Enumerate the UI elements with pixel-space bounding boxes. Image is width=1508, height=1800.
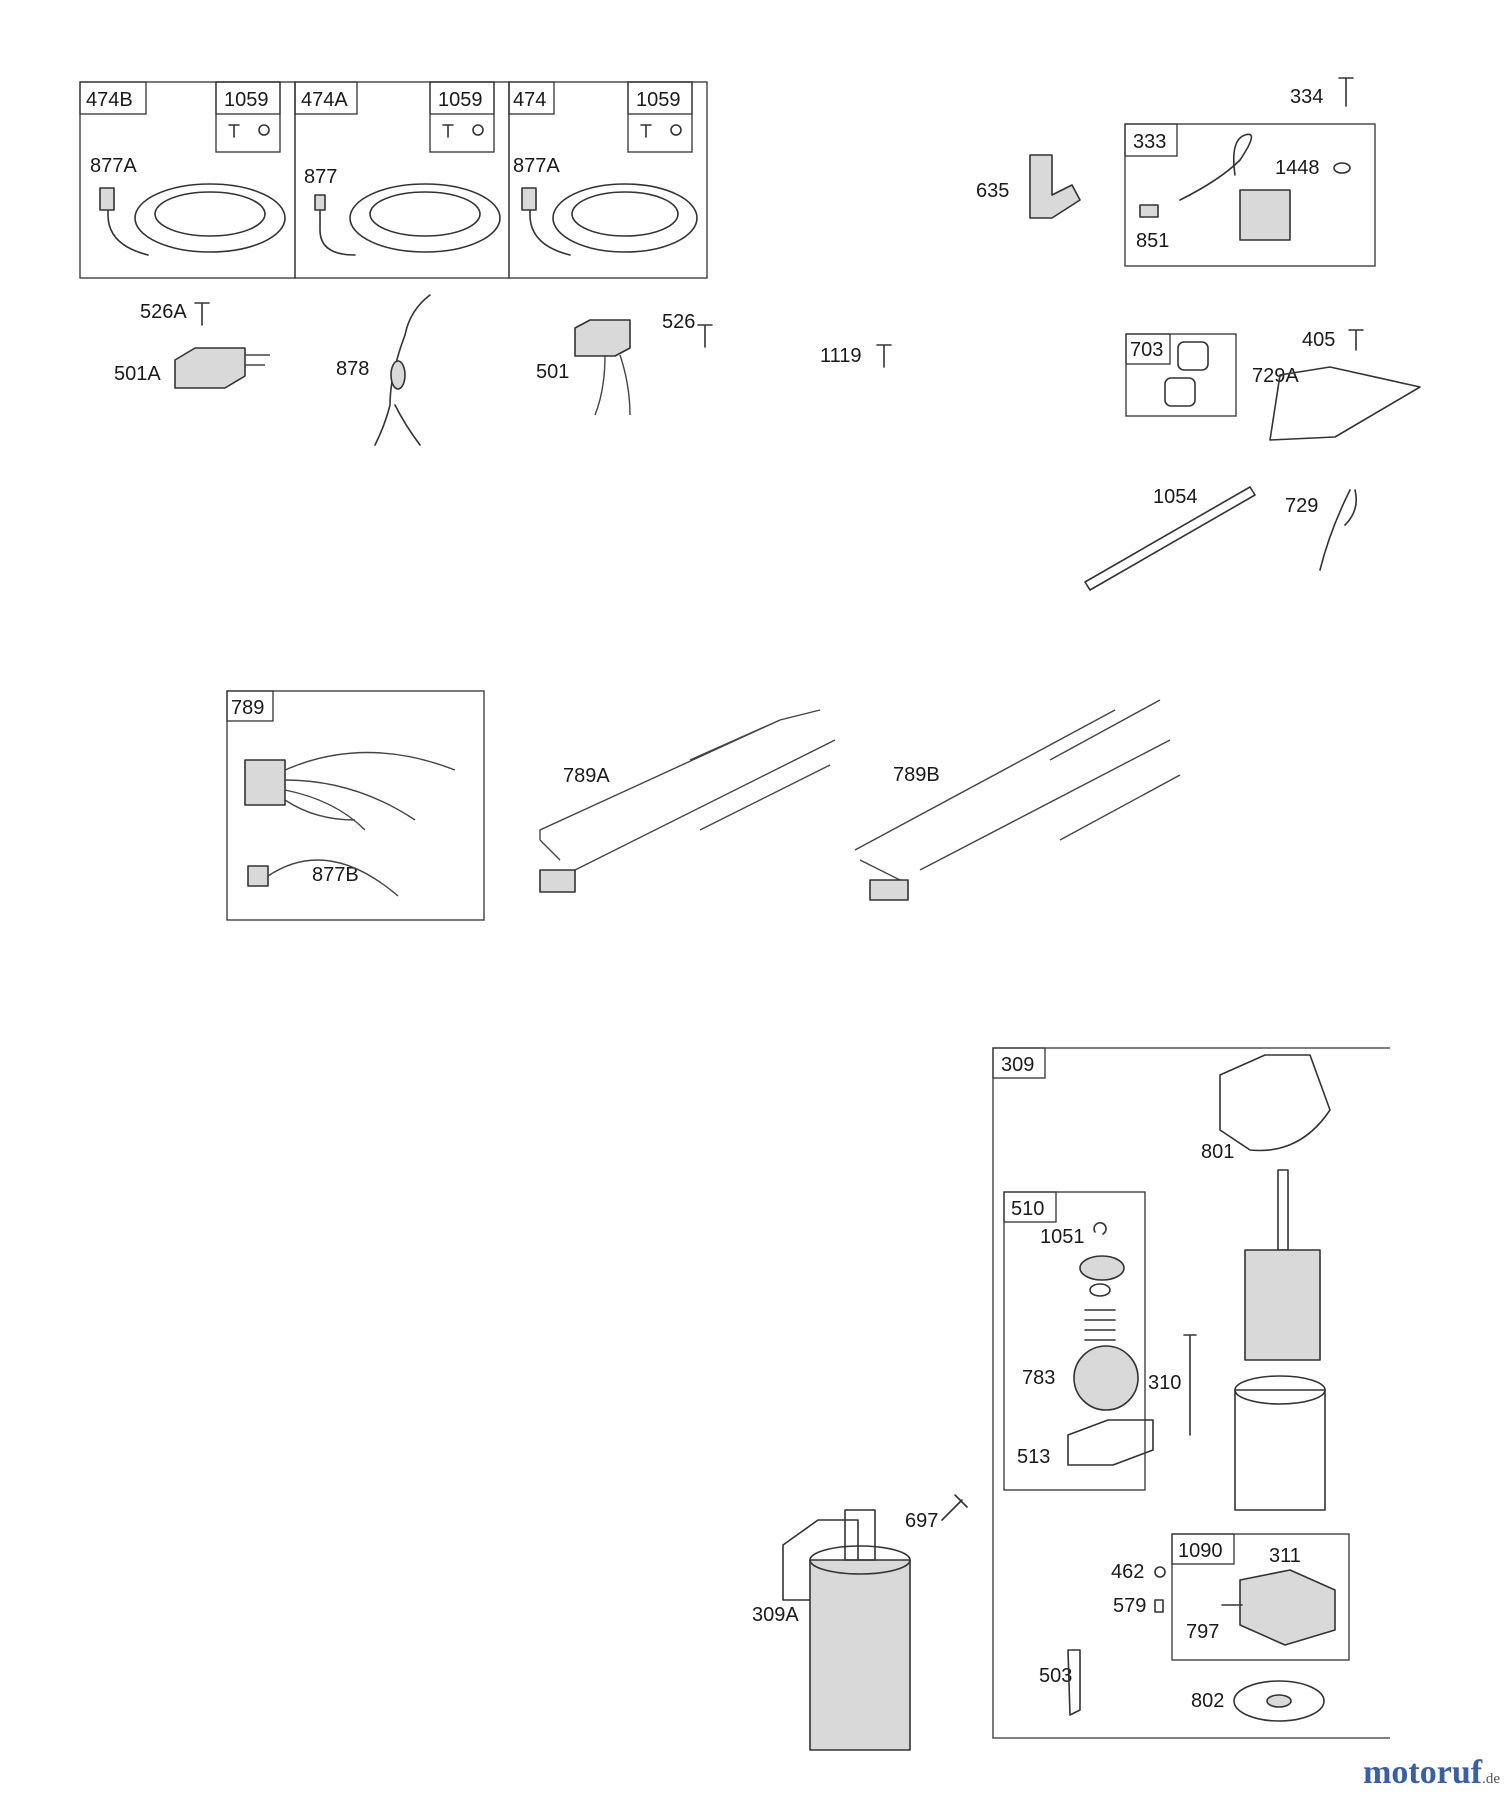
kit-label-789: 789 bbox=[231, 697, 265, 719]
brush-holder-icon bbox=[1240, 1570, 1335, 1645]
part-label-1054: 1054 bbox=[1153, 486, 1198, 508]
part-label-1051: 1051 bbox=[1040, 1226, 1085, 1248]
washer-icon bbox=[1090, 1284, 1110, 1296]
part-label-802: 802 bbox=[1191, 1690, 1225, 1712]
part-label-513: 513 bbox=[1017, 1446, 1051, 1468]
kit-label-474B: 474B bbox=[86, 89, 133, 111]
part-878[interactable] bbox=[336, 295, 430, 445]
part-label-697: 697 bbox=[905, 1510, 939, 1532]
regulator-icon bbox=[175, 348, 245, 388]
brush-kit-1090[interactable] bbox=[1172, 1534, 1349, 1660]
part-501[interactable] bbox=[536, 320, 630, 415]
wire-harness-icon bbox=[540, 710, 835, 870]
end-cap-icon bbox=[1220, 1055, 1330, 1151]
connector-icon bbox=[248, 866, 268, 886]
clip-icon bbox=[1165, 378, 1195, 406]
stator-kit-474B[interactable] bbox=[80, 82, 295, 278]
watermark-logo bbox=[1363, 1754, 1500, 1792]
screw-icon bbox=[229, 125, 239, 137]
part-label-878: 878 bbox=[336, 358, 370, 380]
bolt-icon bbox=[698, 325, 712, 347]
part-label-729A: 729A bbox=[1252, 365, 1299, 387]
kit-label-1059-a: 1059 bbox=[224, 89, 269, 111]
harness-789B[interactable] bbox=[855, 700, 1180, 900]
part-label-877A-a: 877A bbox=[90, 155, 137, 177]
part-label-1448: 1448 bbox=[1275, 157, 1320, 179]
screw-icon bbox=[443, 125, 453, 137]
nut-icon bbox=[473, 125, 483, 135]
part-729A[interactable] bbox=[1252, 365, 1420, 440]
harness-789A[interactable] bbox=[540, 710, 835, 892]
part-label-526A: 526A bbox=[140, 301, 187, 323]
stator-kit-474A[interactable] bbox=[295, 82, 509, 278]
part-label-405: 405 bbox=[1302, 329, 1336, 351]
helix-icon bbox=[1068, 1420, 1153, 1465]
part-label-334: 334 bbox=[1290, 86, 1324, 108]
starter-309A[interactable] bbox=[752, 1510, 910, 1750]
part-697[interactable] bbox=[905, 1495, 967, 1532]
clip-kit-703[interactable] bbox=[1126, 334, 1236, 416]
kit-label-1059-c: 1059 bbox=[636, 89, 681, 111]
part-label-797: 797 bbox=[1186, 1621, 1220, 1643]
pinion-gear-icon bbox=[1074, 1346, 1138, 1410]
part-label-579: 579 bbox=[1113, 1595, 1147, 1617]
spark-plug-boot-icon bbox=[1030, 155, 1080, 218]
kit-label-309: 309 bbox=[1001, 1054, 1035, 1076]
part-label-501: 501 bbox=[536, 361, 570, 383]
bolt-icon bbox=[877, 345, 891, 367]
kit-label-1090: 1090 bbox=[1178, 1540, 1223, 1562]
part-label-310: 310 bbox=[1148, 1372, 1182, 1394]
washer-icon bbox=[1334, 163, 1350, 173]
harness-kit-789[interactable] bbox=[227, 691, 484, 920]
part-635[interactable] bbox=[976, 155, 1080, 218]
part-334[interactable] bbox=[1290, 78, 1353, 108]
part-label-877: 877 bbox=[304, 166, 338, 188]
stator-kit-474[interactable] bbox=[509, 82, 707, 278]
spring-icon bbox=[1085, 1310, 1115, 1340]
screw-icon bbox=[641, 125, 651, 137]
through-bolt-icon bbox=[1184, 1335, 1196, 1435]
watermark-tld: .de bbox=[1482, 1771, 1500, 1787]
rectifier-icon bbox=[575, 320, 630, 356]
part-526[interactable] bbox=[662, 311, 712, 347]
stator-coil-icon bbox=[522, 184, 697, 255]
kit-label-510: 510 bbox=[1011, 1198, 1045, 1220]
part-label-309A: 309A bbox=[752, 1604, 799, 1626]
connector-icon bbox=[245, 760, 285, 805]
part-729[interactable] bbox=[1285, 490, 1356, 570]
part-label-635: 635 bbox=[976, 180, 1010, 202]
part-1054[interactable] bbox=[1085, 486, 1255, 590]
part-label-877A-b: 877A bbox=[513, 155, 560, 177]
starter-kit-309[interactable] bbox=[993, 1048, 1390, 1738]
kit-label-474A: 474A bbox=[301, 89, 348, 111]
drive-kit-510[interactable] bbox=[1004, 1192, 1153, 1490]
stator-coil-icon bbox=[100, 184, 285, 255]
bolt-icon bbox=[1339, 78, 1353, 106]
kit-label-1059-b: 1059 bbox=[438, 89, 483, 111]
part-label-526: 526 bbox=[662, 311, 696, 333]
ignition-kit-333[interactable] bbox=[1125, 124, 1375, 266]
bolt-icon bbox=[195, 303, 209, 325]
wire-clip-icon bbox=[1320, 490, 1356, 570]
part-label-783: 783 bbox=[1022, 1367, 1056, 1389]
watermark-name: motoruf bbox=[1363, 1754, 1483, 1791]
part-526A[interactable] bbox=[140, 301, 209, 325]
stator-coil-icon bbox=[315, 184, 500, 255]
retaining-ring-icon bbox=[1094, 1223, 1106, 1234]
part-label-503: 503 bbox=[1039, 1665, 1073, 1687]
kit-label-703: 703 bbox=[1130, 339, 1164, 361]
motor-housing-icon bbox=[1235, 1390, 1325, 1510]
part-label-877B: 877B bbox=[312, 864, 359, 886]
starter-gear-icon bbox=[845, 1510, 875, 1560]
part-label-789A: 789A bbox=[563, 765, 610, 787]
part-501A[interactable] bbox=[114, 348, 270, 388]
stop-nut-icon bbox=[1080, 1256, 1124, 1280]
connector-icon bbox=[540, 870, 575, 892]
nut-icon bbox=[671, 125, 681, 135]
part-label-1119: 1119 bbox=[820, 345, 862, 367]
terminal-icon bbox=[1140, 205, 1158, 217]
part-label-851: 851 bbox=[1136, 230, 1170, 252]
part-label-311: 311 bbox=[1269, 1545, 1301, 1567]
part-label-729: 729 bbox=[1285, 495, 1319, 517]
part-405[interactable] bbox=[1302, 329, 1363, 351]
insulator-icon bbox=[1155, 1600, 1163, 1612]
clip-icon bbox=[1178, 342, 1208, 370]
kit-label-474: 474 bbox=[513, 89, 547, 111]
ignition-coil-icon bbox=[1240, 190, 1290, 240]
wire-harness-icon bbox=[285, 753, 455, 831]
bracket-icon bbox=[1068, 1650, 1080, 1715]
part-label-501A: 501A bbox=[114, 363, 161, 385]
connector-icon bbox=[870, 880, 908, 900]
bolt-icon bbox=[942, 1495, 967, 1520]
screw-icon bbox=[1349, 330, 1363, 350]
part-1119[interactable] bbox=[820, 345, 891, 367]
washer-icon bbox=[1155, 1567, 1165, 1577]
part-label-789B: 789B bbox=[893, 764, 940, 786]
part-label-801: 801 bbox=[1201, 1141, 1235, 1163]
starter-motor-icon bbox=[810, 1560, 910, 1750]
kit-label-333: 333 bbox=[1133, 131, 1167, 153]
armature-icon bbox=[1245, 1170, 1320, 1360]
nut-icon bbox=[259, 125, 269, 135]
part-label-462: 462 bbox=[1111, 1561, 1145, 1583]
wire-harness-icon bbox=[855, 700, 1180, 880]
